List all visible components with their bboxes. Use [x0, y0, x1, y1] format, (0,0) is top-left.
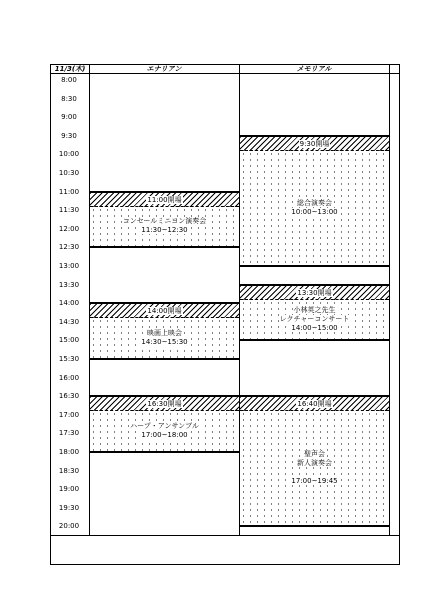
event-block	[239, 135, 390, 267]
open-time-label: 9:30開場	[299, 139, 330, 148]
time-label: 8:00	[61, 76, 77, 84]
time-label: 16:30	[58, 392, 80, 401]
event-body	[90, 411, 239, 453]
venue-header-memorial: メモリアル	[296, 65, 332, 73]
grid-bottom-rule	[51, 535, 399, 536]
event-time: 14:30~15:30	[141, 338, 188, 347]
time-label: 13:00	[58, 262, 80, 270]
open-time-label: 16:30開場	[147, 400, 182, 409]
time-label: 9:30	[61, 131, 77, 140]
open-time-label: 13:30開場	[297, 288, 332, 297]
time-label: 15:00	[58, 336, 80, 345]
event-title: 総合演奏会	[297, 198, 332, 207]
time-label: 16:00	[58, 373, 80, 382]
open-time-band	[90, 191, 239, 207]
open-time-label: 14:00開場	[147, 307, 182, 316]
time-label: 14:00	[58, 299, 80, 308]
event-time: 14:00~15:00	[291, 323, 338, 332]
time-label: 19:00	[58, 485, 80, 494]
event-title: コンセールミニヨン演奏会	[122, 217, 207, 226]
time-label: 10:00	[58, 150, 80, 159]
date-header: 11/3(木)	[54, 65, 86, 73]
open-time-label: 16:40開場	[297, 400, 332, 409]
event-block	[239, 284, 390, 342]
column-divider	[89, 65, 90, 535]
event-body	[240, 300, 389, 342]
event-body	[90, 207, 239, 249]
event-title: ハープ・アンサンブル	[130, 422, 199, 431]
event-title: 小林英之先生	[293, 305, 336, 314]
event-body	[90, 318, 239, 360]
venue-header-enarian: エナリアン	[146, 65, 182, 73]
time-label: 18:30	[58, 466, 80, 475]
event-time: 11:30~12:30	[141, 226, 188, 235]
time-label: 11:30	[58, 206, 80, 215]
time-label: 10:30	[58, 169, 80, 177]
schedule-table	[50, 64, 400, 565]
open-time-band	[240, 135, 389, 151]
event-title: 映画上映会	[147, 329, 182, 338]
open-time-label: 11:00開場	[147, 195, 182, 204]
event-block	[89, 395, 240, 453]
time-label: 12:30	[58, 243, 80, 252]
event-block	[239, 395, 390, 527]
time-label: 17:30	[58, 429, 80, 438]
event-body	[240, 151, 389, 267]
event-time: 17:00~18:00	[141, 431, 188, 440]
event-time: 10:00~13:00	[291, 207, 338, 216]
event-block	[89, 191, 240, 249]
time-label: 18:00	[58, 448, 80, 456]
event-block	[89, 302, 240, 360]
event-title: 聖声会	[304, 450, 325, 459]
event-title: 新人演奏会	[297, 459, 332, 468]
open-time-band	[90, 302, 239, 318]
event-body	[240, 411, 389, 527]
time-label: 14:30	[58, 317, 80, 326]
event-time: 17:00~19:45	[291, 477, 338, 486]
open-time-band	[90, 395, 239, 411]
time-label: 17:00	[58, 410, 80, 419]
time-label: 11:00	[58, 187, 80, 196]
time-label: 8:30	[61, 94, 77, 103]
header-rule	[51, 73, 399, 74]
time-label: 19:30	[58, 503, 80, 512]
event-title: レクチャーコンサート	[279, 314, 350, 323]
time-label: 20:00	[58, 522, 80, 531]
open-time-band	[240, 284, 389, 300]
time-label: 9:00	[61, 113, 77, 122]
time-label: 15:30	[58, 355, 80, 363]
open-time-band	[240, 395, 389, 411]
time-label: 12:00	[58, 224, 80, 233]
time-label: 13:30	[58, 280, 80, 289]
